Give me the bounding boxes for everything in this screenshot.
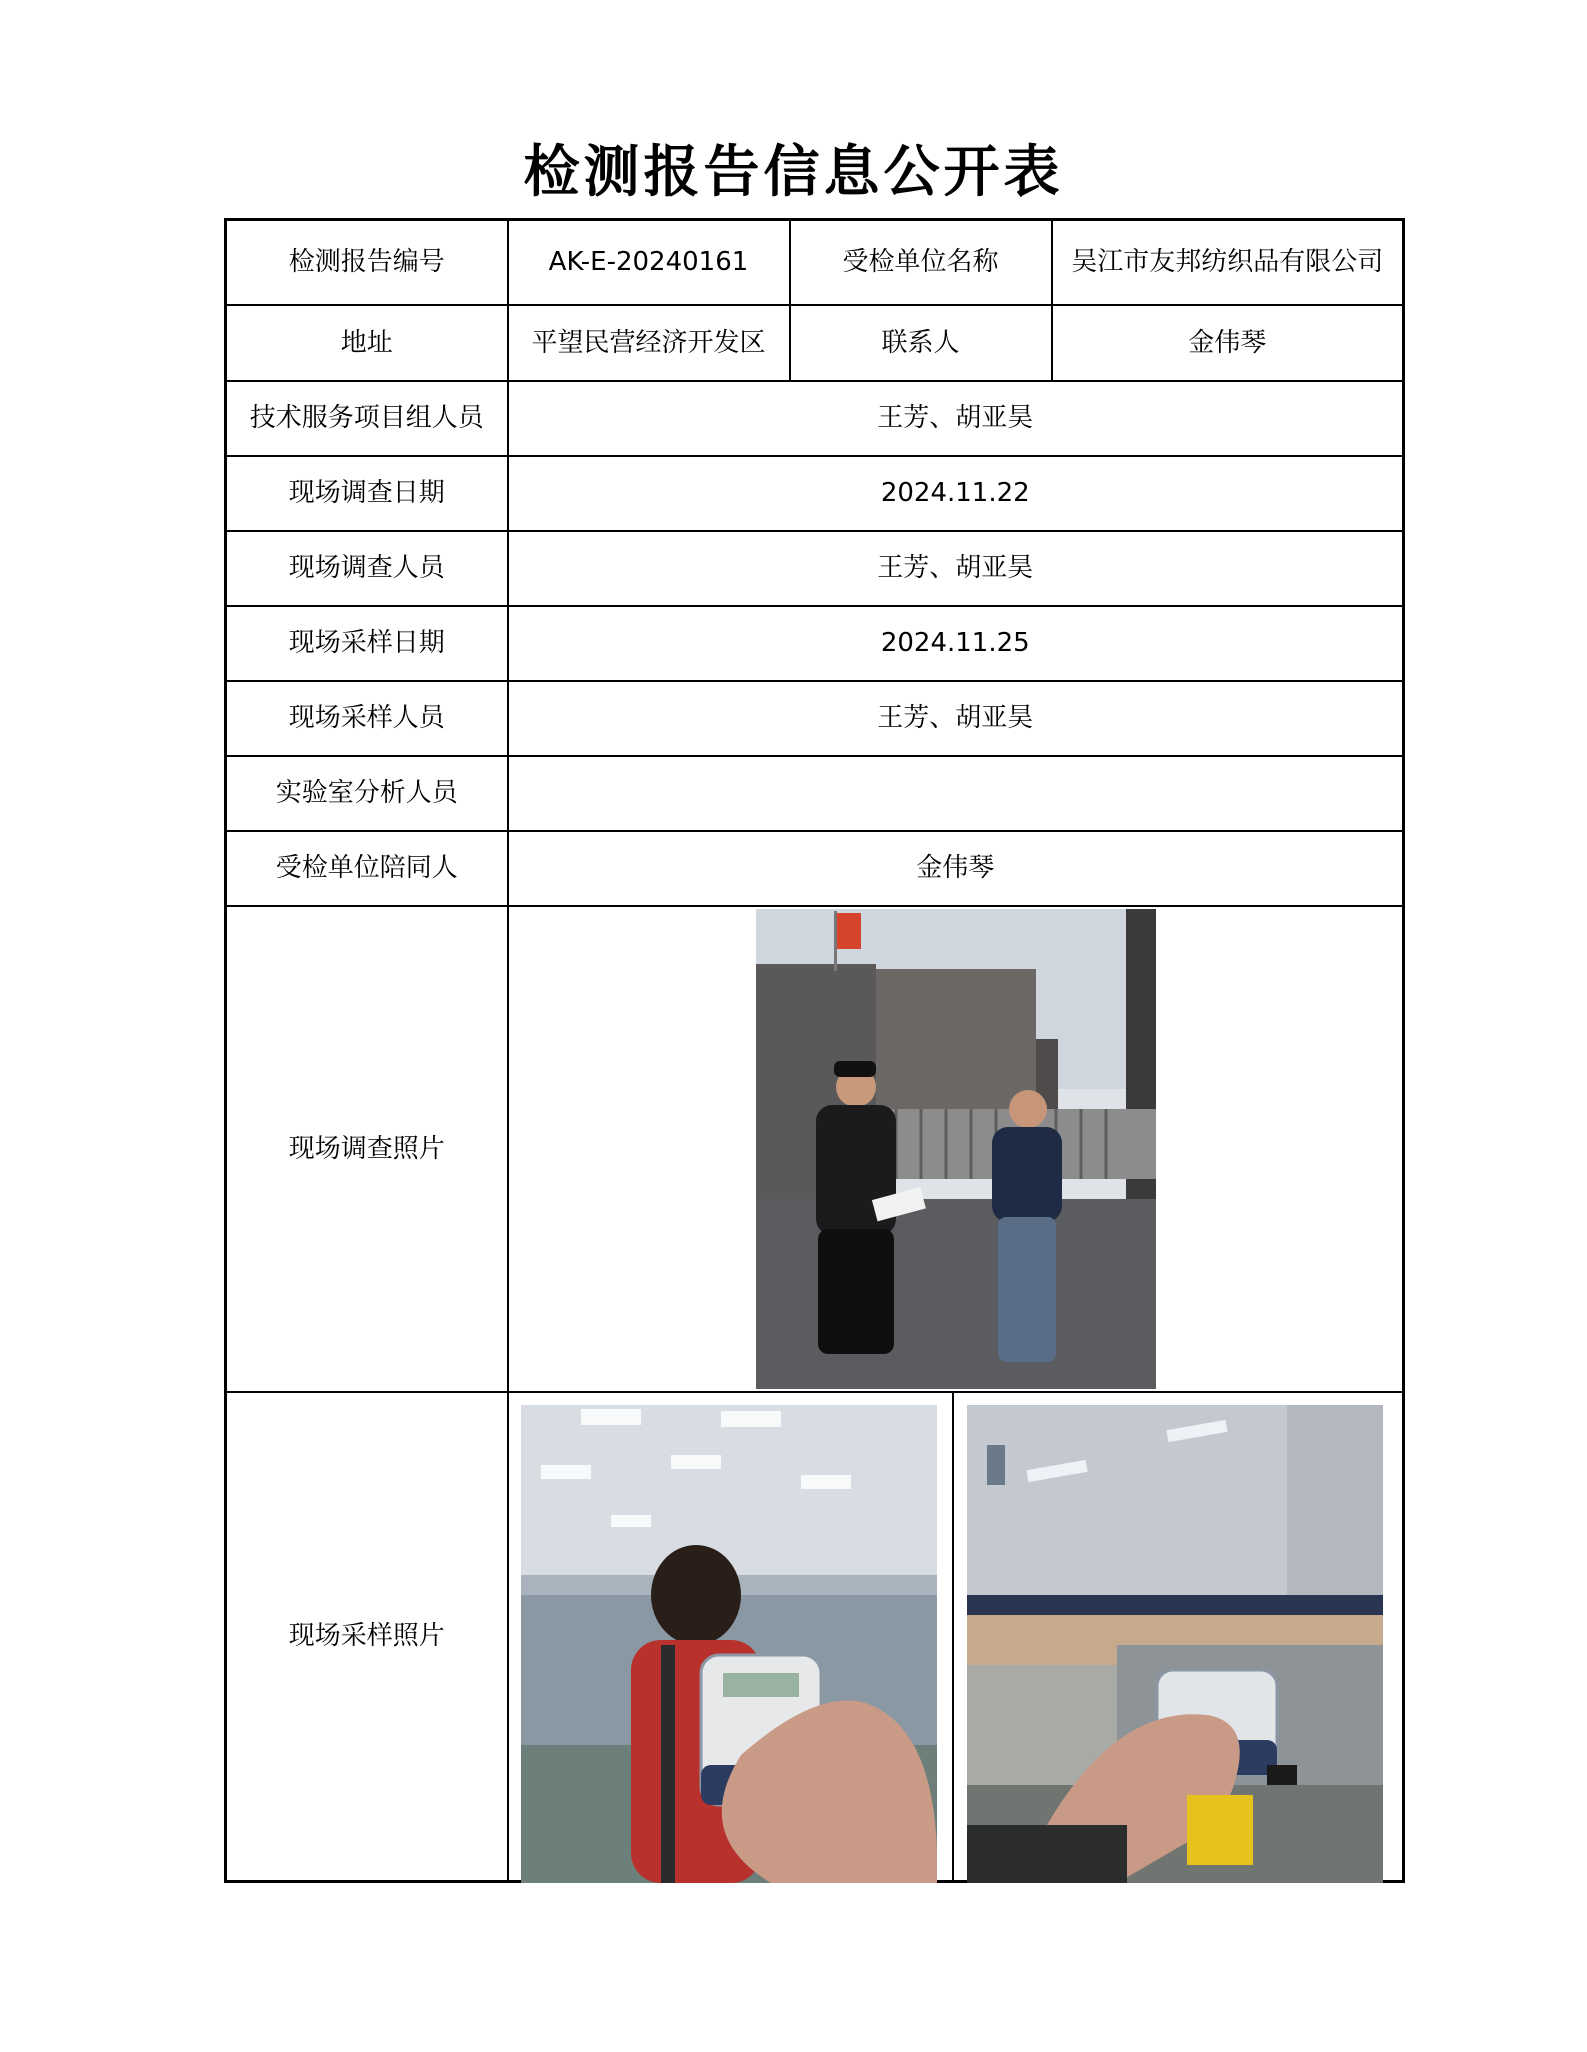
escort-value: 金伟琴 bbox=[508, 831, 1404, 906]
sampling-photo-2-image bbox=[967, 1405, 1383, 1883]
survey-date-label: 现场调查日期 bbox=[226, 456, 508, 531]
report-no-value: AK-E-20240161 bbox=[508, 220, 790, 305]
photo-divider bbox=[952, 1393, 954, 1881]
survey-photo-cell bbox=[508, 906, 1404, 1392]
survey-staff-value: 王芳、胡亚昊 bbox=[508, 531, 1404, 606]
sampling-staff-value: 王芳、胡亚昊 bbox=[508, 681, 1404, 756]
survey-date-value: 2024.11.22 bbox=[508, 456, 1404, 531]
report-table bbox=[224, 218, 1405, 1883]
contact-value: 金伟琴 bbox=[1052, 305, 1404, 381]
address-label: 地址 bbox=[226, 305, 508, 381]
survey-photo-label: 现场调查照片 bbox=[226, 906, 508, 1392]
survey-photo-image bbox=[756, 909, 1156, 1389]
contact-label: 联系人 bbox=[790, 305, 1052, 381]
sampling-staff-label: 现场采样人员 bbox=[226, 681, 508, 756]
sampling-date-label: 现场采样日期 bbox=[226, 606, 508, 681]
unit-value: 吴江市友邦纺织品有限公司 bbox=[1052, 220, 1404, 305]
row-sampling-staff bbox=[226, 681, 1404, 756]
row-sampling-date bbox=[226, 606, 1404, 681]
sampling-date-value: 2024.11.25 bbox=[508, 606, 1404, 681]
row-survey-photo bbox=[226, 906, 1404, 1392]
tech-staff-label: 技术服务项目组人员 bbox=[226, 381, 508, 456]
lab-staff-value bbox=[508, 756, 1404, 831]
row-escort bbox=[226, 831, 1404, 906]
row-survey-staff bbox=[226, 531, 1404, 606]
survey-staff-label: 现场调查人员 bbox=[226, 531, 508, 606]
row-survey-date bbox=[226, 456, 1404, 531]
sampling-photo-label: 现场采样照片 bbox=[226, 1392, 508, 1882]
escort-label: 受检单位陪同人 bbox=[226, 831, 508, 906]
survey-photo bbox=[756, 909, 1156, 1389]
row-tech-staff bbox=[226, 381, 1404, 456]
sampling-photo-cell bbox=[508, 1392, 1404, 1882]
page-title: 检测报告信息公开表 bbox=[523, 140, 1064, 205]
sampling-photo-2 bbox=[967, 1405, 1383, 1883]
lab-staff-label: 实验室分析人员 bbox=[226, 756, 508, 831]
address-value: 平望民营经济开发区 bbox=[508, 305, 790, 381]
row-sampling-photo bbox=[226, 1392, 1404, 1882]
sampling-photo-1 bbox=[521, 1405, 937, 1883]
unit-label: 受检单位名称 bbox=[790, 220, 1052, 305]
row-address bbox=[226, 305, 1404, 381]
row-report-no bbox=[226, 220, 1404, 305]
sampling-photo-1-image bbox=[521, 1405, 937, 1883]
row-lab-staff bbox=[226, 756, 1404, 831]
report-no-label: 检测报告编号 bbox=[226, 220, 508, 305]
tech-staff-value: 王芳、胡亚昊 bbox=[508, 381, 1404, 456]
